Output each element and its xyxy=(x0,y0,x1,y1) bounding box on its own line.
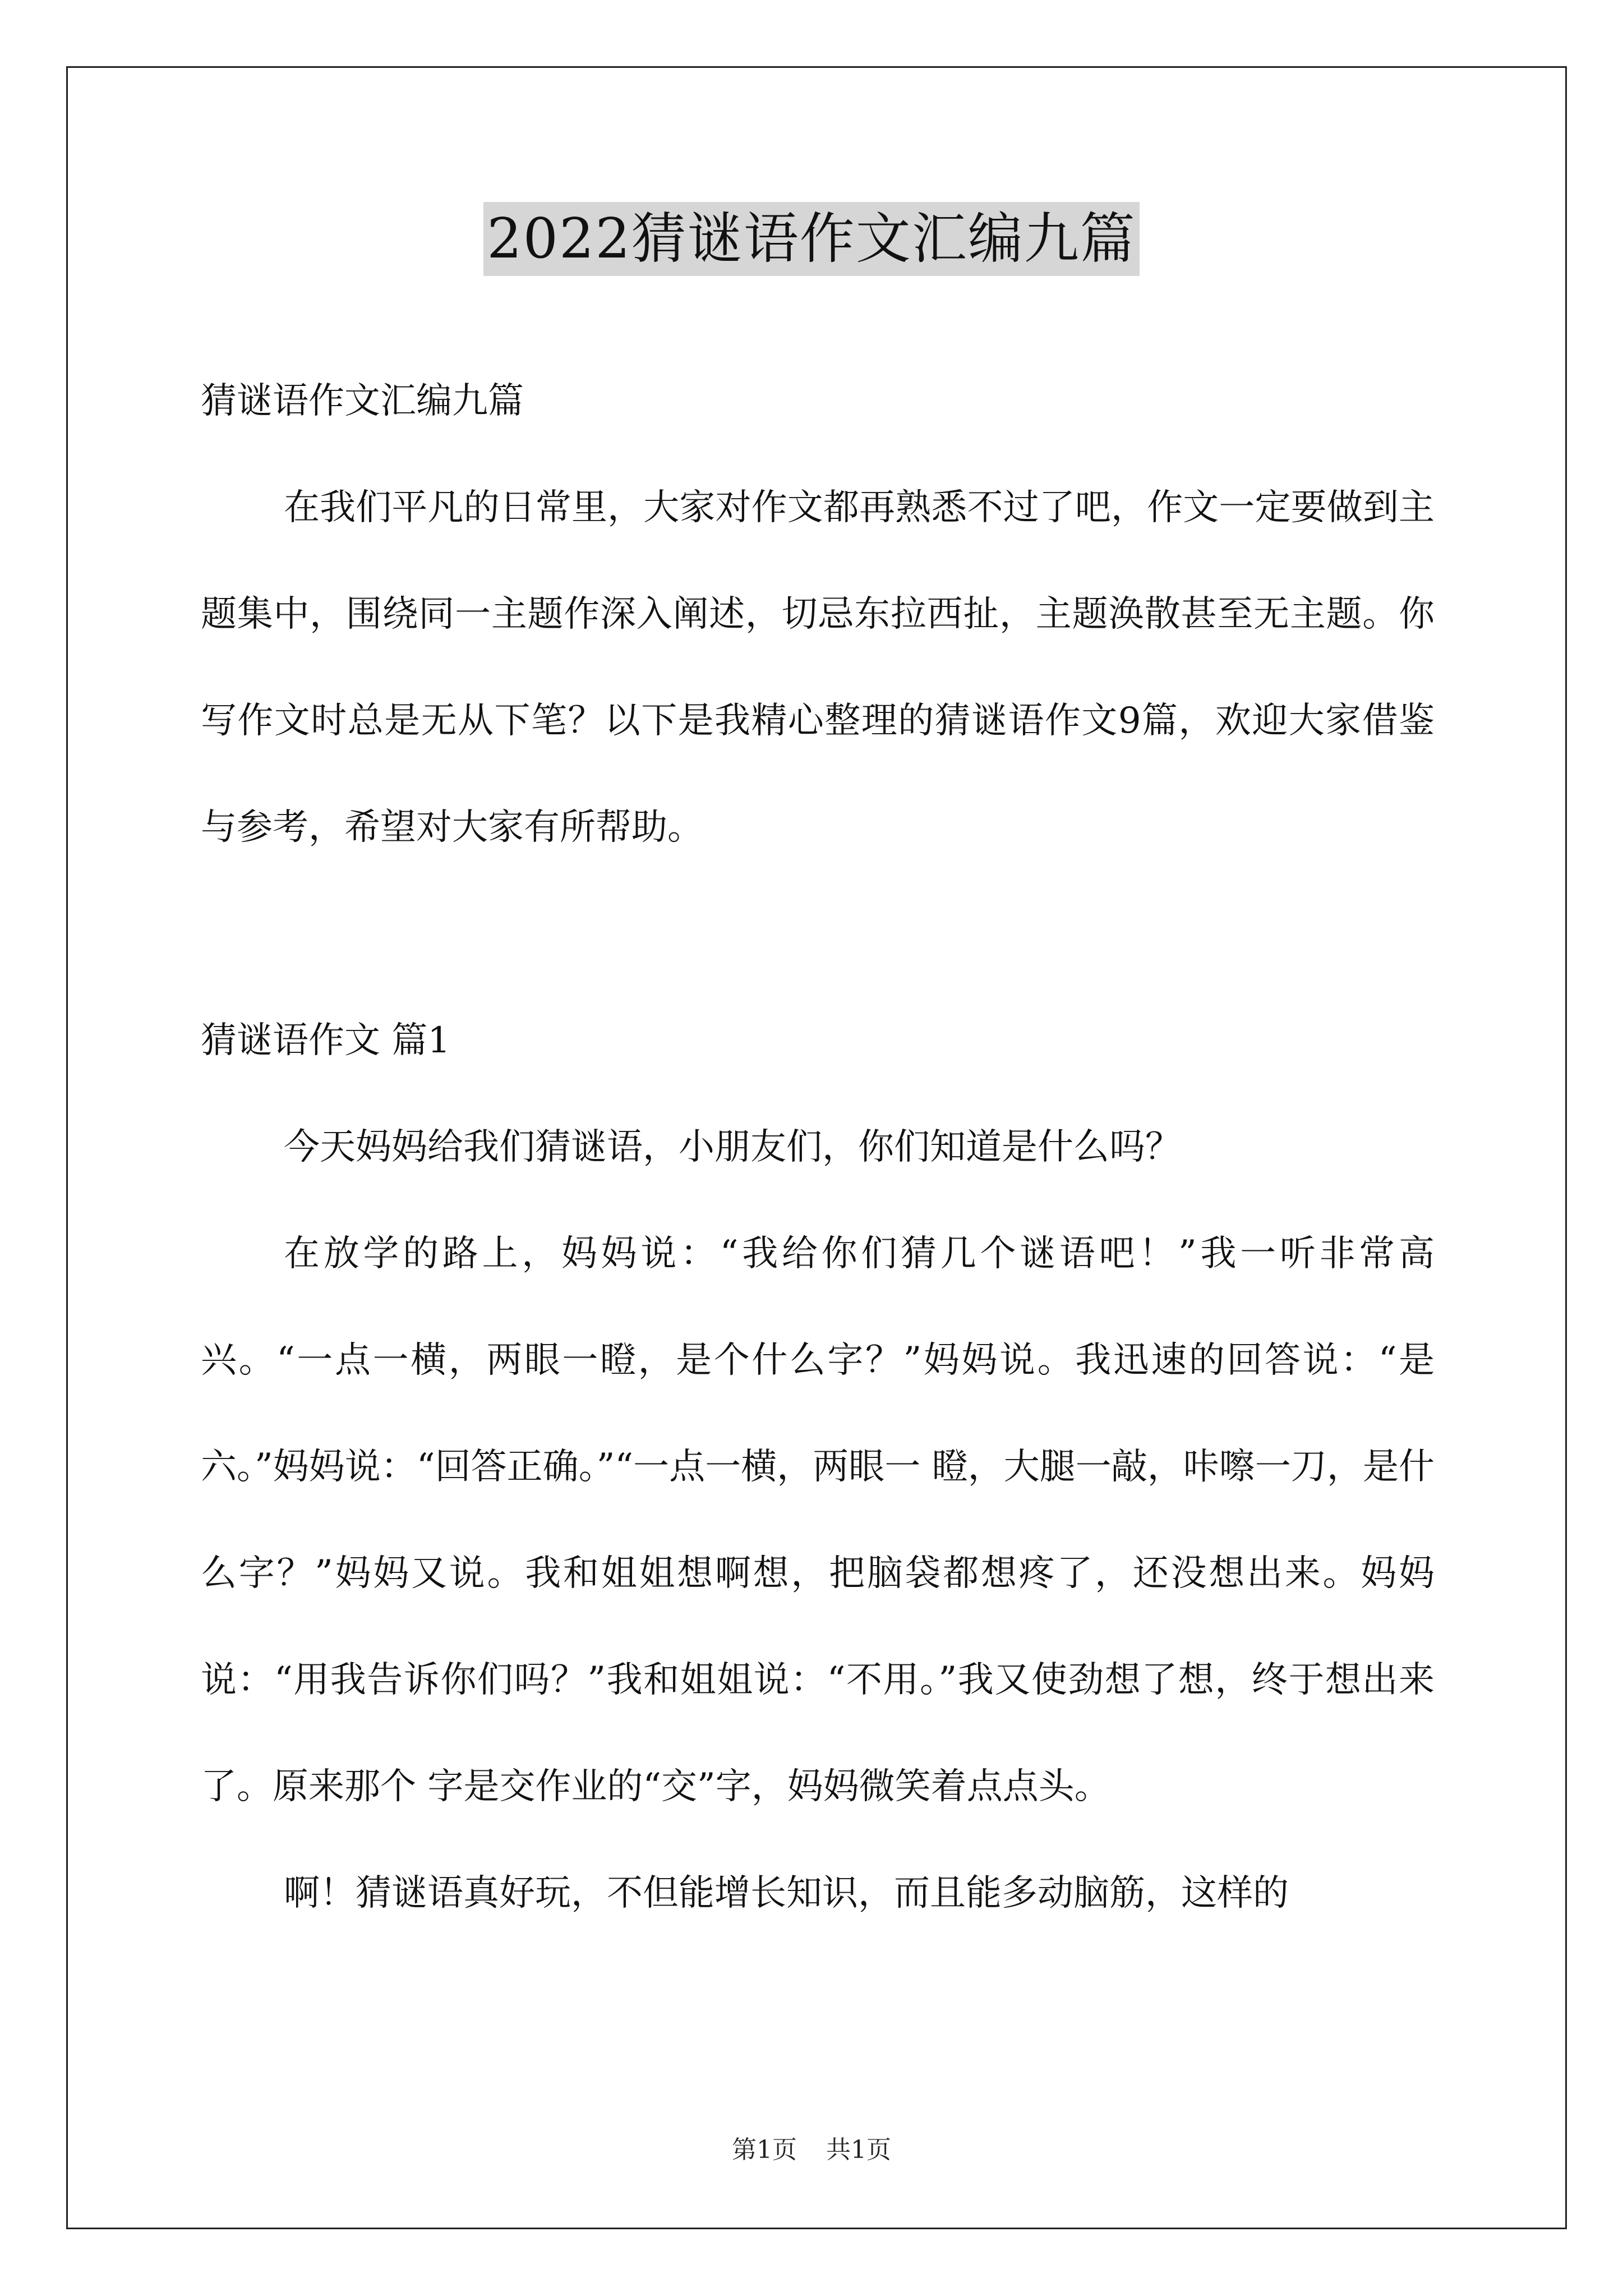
section-paragraph: 啊！猜谜语真好玩，不但能增长知识，而且能多动脑筋，这样的 xyxy=(284,1872,1289,1914)
title-container xyxy=(0,202,1623,276)
section-heading: 猜谜语作文 篇1 xyxy=(201,1020,451,1061)
page-footer xyxy=(0,2129,1623,2165)
document-body xyxy=(201,348,1435,1947)
intro-paragraph: 在我们平凡的日常里，大家对作文都再熟悉不过了吧，作文一定要做到主题集中，围绕同一主题作深入阐述，切忌东拉西扯，主题涣散甚至无主题。你写作文时总是无从下笔？以下是我精心整理的猜谜语作文9篇，欢迎大家借鉴与参考，希望对大家有所帮助。 xyxy=(201,487,1435,848)
section-spacer xyxy=(201,881,1435,987)
document-subtitle: 猜谜语作文汇编九篇 xyxy=(201,380,524,422)
page-number: 第1页 xyxy=(732,2136,797,2164)
page-total: 共1页 xyxy=(826,2136,891,2164)
section-paragraph: 今天妈妈给我们猜谜语，小朋友们，你们知道是什么吗？ xyxy=(284,1126,1181,1168)
section-paragraph: 在放学的路上，妈妈说：“我给你们猜几个谜语吧！”我一听非常高兴。“一点一横，两眼一瞪，是个什么字？”妈妈说。我迅速的回答说：“是六。”妈妈说：“回答正确。”“一点一横，两眼一 瞪，大腿一敲，咔嚓一刀，是什么字？”妈妈又说。我和姐姐想啊想，把脑袋都想疼了，还没想出来。妈妈说：“用我告诉你们吗？”我和姐姐说：“不用。”我又使劲想了想，终于想出来了。原来那个 字是交作业的“交”字，妈妈微笑着点点头。 xyxy=(201,1233,1435,1807)
document-title: 2022猜谜语作文汇编九篇 xyxy=(483,202,1139,276)
